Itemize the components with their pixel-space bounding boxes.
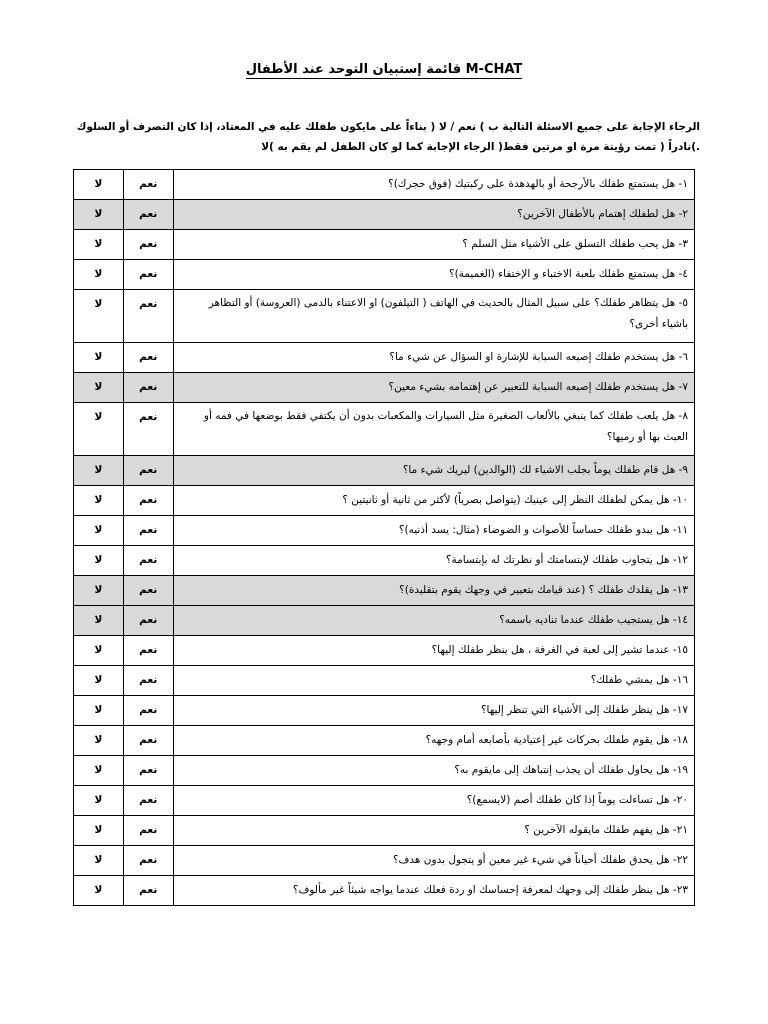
table-row (74, 230, 695, 260)
answer-no[interactable]: لا (74, 606, 124, 636)
table-row (74, 846, 695, 876)
instructions-line-1: الرجاء الإجابة على جميع الاسئلة التالية ب ) نعم / لا ( بناءاً على مايكون طفلك عليه في المعتاد، إذا كان التصرف أو السلوك (76, 121, 700, 133)
table-row (74, 373, 695, 403)
table-row (74, 756, 695, 786)
question-text: ٦- هل يستخدم طفلك إصبعه السبابة للإشارة او السؤال عن شيء ما؟ (173, 343, 694, 373)
answer-no[interactable]: لا (74, 546, 124, 576)
table-row (74, 816, 695, 846)
answer-no[interactable]: لا (74, 576, 124, 606)
answer-no[interactable]: لا (74, 456, 124, 486)
answer-yes[interactable]: نعم (123, 456, 173, 486)
answer-no[interactable]: لا (74, 816, 124, 846)
table-row (74, 876, 695, 906)
question-text: ٧- هل يستخدم طفلك إصبعه السبابة للتعبير عن إهتمامه بشيء معين؟ (173, 373, 694, 403)
table-row (74, 200, 695, 230)
answer-yes[interactable]: نعم (123, 200, 173, 230)
table-row (74, 343, 695, 373)
document-title (0, 62, 768, 77)
question-text: ١١- هل يبدو طفلك حساساً للأصوات و الضوضاء (مثال: يسد أذنيه)؟ (173, 516, 694, 546)
instructions-line-2: .)نادراً ( تمت رؤيتة مرة او مرتين فقط( الرجاء الإجابة كما لو كان الطفل لم يقم به )لا (261, 141, 700, 153)
answer-no[interactable]: لا (74, 516, 124, 546)
answer-yes[interactable]: نعم (123, 170, 173, 200)
answer-yes[interactable]: نعم (123, 696, 173, 726)
question-text: ١- هل يستمتع طفلك بالأرجحة أو بالهدهدة على ركبتيك (فوق حجرك)؟ (173, 170, 694, 200)
question-text: ٤- هل يستمتع طفلك بلعبة الاختباء و الإختفاء (الغميمة)؟ (173, 260, 694, 290)
answer-yes[interactable]: نعم (123, 606, 173, 636)
answer-no[interactable]: لا (74, 636, 124, 666)
table-row (74, 786, 695, 816)
question-text: ٢٢- هل يحدق طفلك أحياناً في شيء غير معين أو يتجول بدون هدف؟ (173, 846, 694, 876)
question-text: ٢٠- هل تساءلت يوماً إذا كان طفلك أصم (لايسمع)؟ (173, 786, 694, 816)
question-text: ٢١- هل يفهم طفلك مايقوله الآخرين ؟ (173, 816, 694, 846)
table-row (74, 170, 695, 200)
question-text: ١٧- هل ينظر طفلك إلى الأشياء التي تنظر إليها؟ (173, 696, 694, 726)
answer-no[interactable]: لا (74, 373, 124, 403)
question-text: ٨- هل يلعب طفلك كما ينبغي بالألعاب الصغيرة مثل السيارات والمكعبات بدون أن يكتفي فقط بوضعها في فمه أو العبث بها أو رميها؟ (173, 403, 694, 456)
answer-no[interactable]: لا (74, 170, 124, 200)
answer-yes[interactable]: نعم (123, 756, 173, 786)
answer-no[interactable]: لا (74, 696, 124, 726)
answer-yes[interactable]: نعم (123, 373, 173, 403)
question-text: ٢- هل لطفلك إهتمام بالأطفال الآخرين؟ (173, 200, 694, 230)
answer-yes[interactable]: نعم (123, 546, 173, 576)
table-row (74, 290, 695, 343)
table-row (74, 546, 695, 576)
table-row (74, 636, 695, 666)
table-row (74, 726, 695, 756)
question-text: ١٢- هل يتجاوب طفلك لإبتسامتك أو نظرتك له بإبتسامة؟ (173, 546, 694, 576)
table-row (74, 456, 695, 486)
table-row (74, 260, 695, 290)
question-text: ١٨- هل يقوم طفلك بحركات غير إعتيادية بأصابعه أمام وجهه؟ (173, 726, 694, 756)
answer-no[interactable]: لا (74, 846, 124, 876)
question-text: ٣- هل يحب طفلك التسلق على الأشياء مثل السلم ؟ (173, 230, 694, 260)
answer-yes[interactable]: نعم (123, 846, 173, 876)
question-text: ١٦- هل يمشي طفلك؟ (173, 666, 694, 696)
answer-yes[interactable]: نعم (123, 403, 173, 456)
document-title-text: M-CHAT قائمة إستبيان التوحد عند الأطفال (245, 62, 523, 77)
question-text: ١٤- هل يستجيب طفلك عندما تناديه باسمه؟ (173, 606, 694, 636)
table-row (74, 516, 695, 546)
answer-yes[interactable]: نعم (123, 726, 173, 756)
instructions (68, 117, 700, 157)
answer-yes[interactable]: نعم (123, 343, 173, 373)
answer-no[interactable]: لا (74, 666, 124, 696)
table-row (74, 576, 695, 606)
answer-yes[interactable]: نعم (123, 260, 173, 290)
table-row (74, 606, 695, 636)
answer-yes[interactable]: نعم (123, 486, 173, 516)
answer-no[interactable]: لا (74, 486, 124, 516)
answer-no[interactable]: لا (74, 756, 124, 786)
answer-yes[interactable]: نعم (123, 666, 173, 696)
answer-yes[interactable]: نعم (123, 290, 173, 343)
question-text: ١٩- هل يحاول طفلك أن يجذب إنتباهك إلى مايقوم به؟ (173, 756, 694, 786)
answer-yes[interactable]: نعم (123, 816, 173, 846)
answer-yes[interactable]: نعم (123, 576, 173, 606)
question-text: ١٠- هل يمكن لطفلك النظر إلى عينيك (يتواصل بصرياً) لأكثر من ثانية أو ثانيتين ؟ (173, 486, 694, 516)
question-text: ١٣- هل يقلدك طفلك ؟ (عند قيامك بتعبير في وجهك يقوم بتقليدة)؟ (173, 576, 694, 606)
answer-yes[interactable]: نعم (123, 230, 173, 260)
answer-yes[interactable]: نعم (123, 786, 173, 816)
answer-no[interactable]: لا (74, 403, 124, 456)
table-row (74, 696, 695, 726)
table-row (74, 403, 695, 456)
answer-yes[interactable]: نعم (123, 636, 173, 666)
answer-no[interactable]: لا (74, 876, 124, 906)
question-text: ٢٣- هل ينظر طفلك إلى وجهك لمعرفة إحساسك او ردة فعلك عندما يواجه شيئاً غير مألوف؟ (173, 876, 694, 906)
answer-no[interactable]: لا (74, 200, 124, 230)
question-text: ٥- هل يتظاهر طفلك؟ على سبيل المثال بالحديث في الهاتف ( التيلفون) او الاعتناء بالدمى (العروسة) أو التظاهر باشياء أخرى؟ (173, 290, 694, 343)
questions-table (73, 169, 695, 906)
question-text: ٩- هل قام طفلك يوماً بجلب الاشياء لك (الوالدين) ليريك شيء ما؟ (173, 456, 694, 486)
table-row (74, 666, 695, 696)
answer-no[interactable]: لا (74, 343, 124, 373)
table-row (74, 486, 695, 516)
answer-no[interactable]: لا (74, 290, 124, 343)
answer-no[interactable]: لا (74, 786, 124, 816)
answer-yes[interactable]: نعم (123, 876, 173, 906)
answer-no[interactable]: لا (74, 726, 124, 756)
question-text: ١٥- عندما تشير إلى لعبة في الغرفة ، هل ينظر طفلك إليها؟ (173, 636, 694, 666)
answer-yes[interactable]: نعم (123, 516, 173, 546)
answer-no[interactable]: لا (74, 230, 124, 260)
answer-no[interactable]: لا (74, 260, 124, 290)
